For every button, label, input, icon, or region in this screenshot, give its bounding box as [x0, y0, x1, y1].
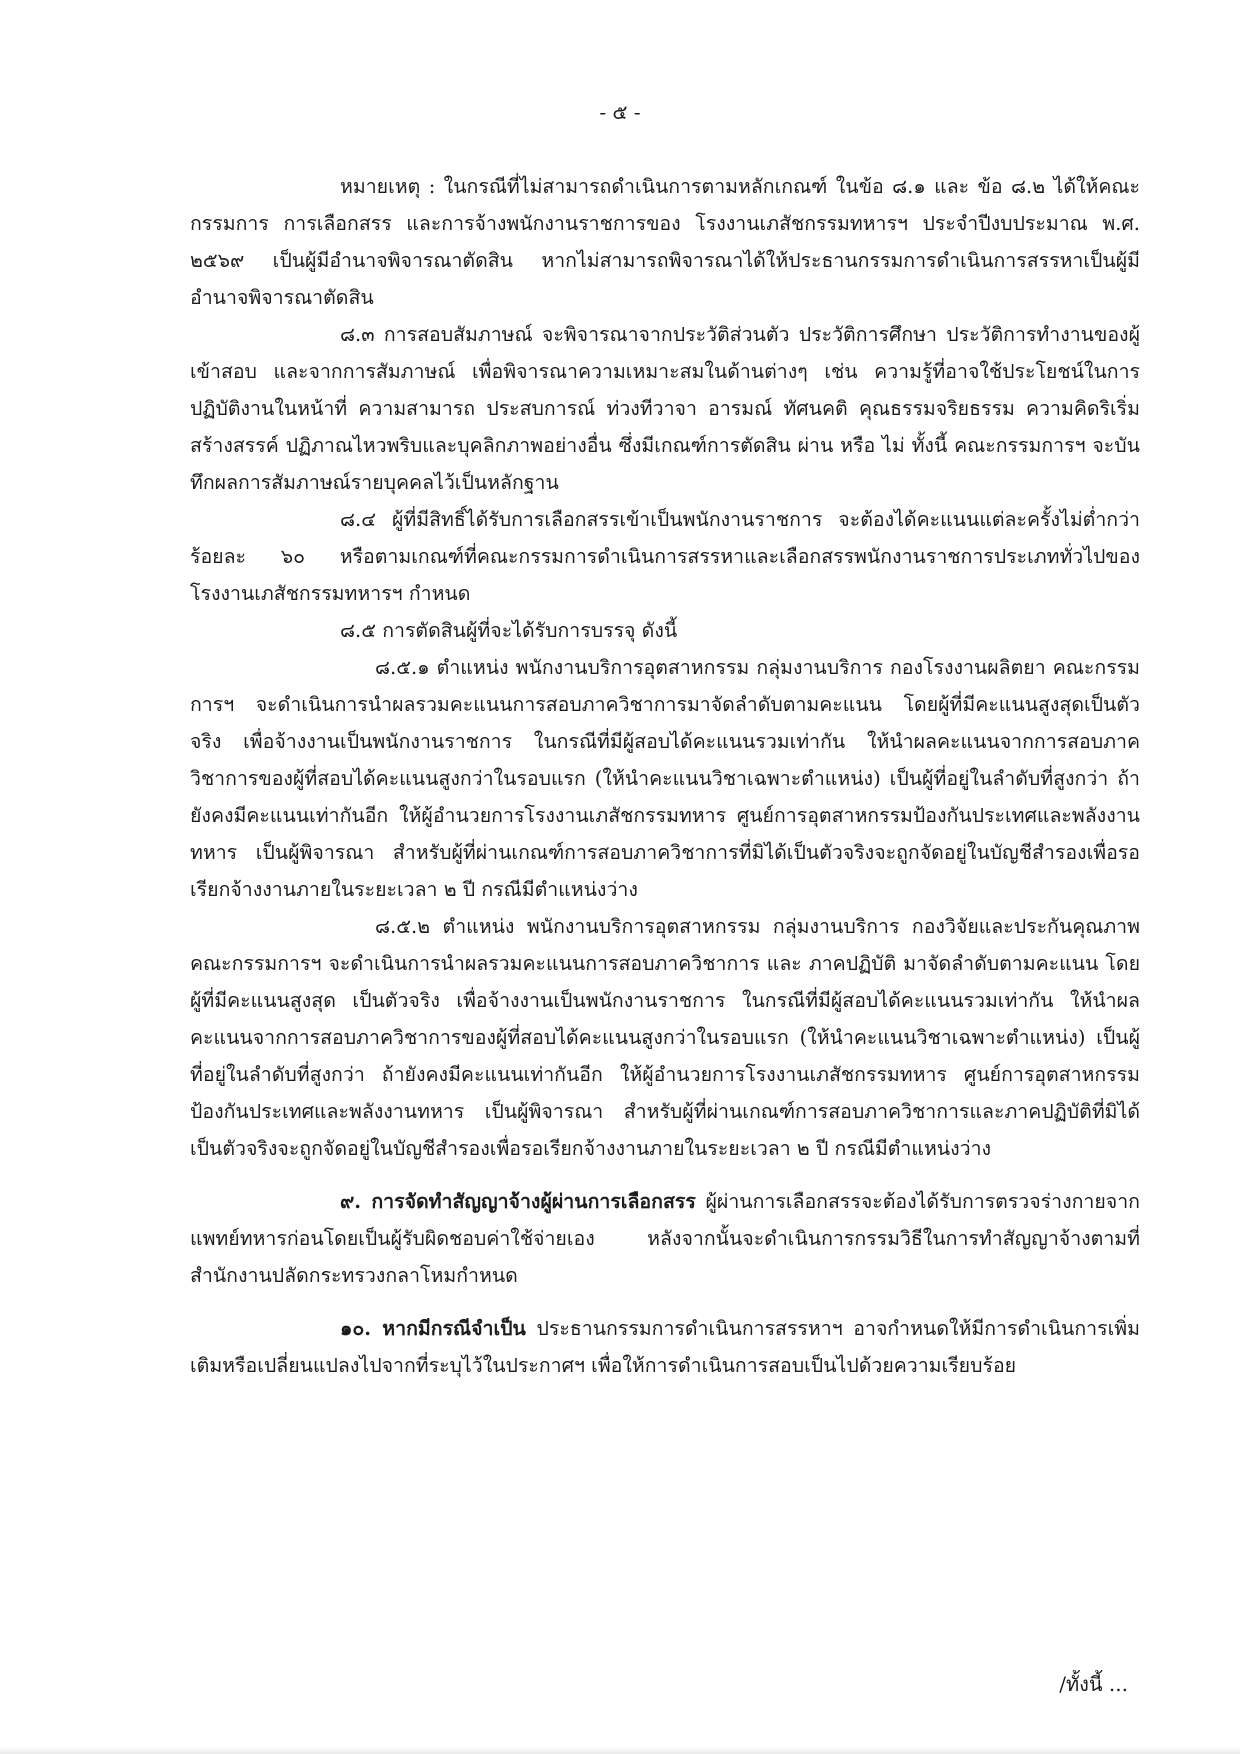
section-8-4-paragraph: ๘.๔ ผู้ที่มีสิทธิ์ได้รับการเลือกสรรเข้าเป็นพนักงานราชการ จะต้องได้คะแนนแต่ละครั้งไม่ต่ำกว่าร้อยละ ๖๐ หรือตามเกณฑ์ที่คณะกรรมการดำเนินการสรรหาและเลือกสรรพนักงานราชการประเภททั่วไปของโรงงานเภสัชกรรมทหารฯ กำหนด [190, 508, 1140, 605]
scan-bottom-edge [0, 1746, 1240, 1754]
section-8-3-paragraph: ๘.๓ การสอบสัมภาษณ์ จะพิจารณาจากประวัติส่วนตัว ประวัติการศึกษา ประวัติการทำงานของผู้เข้าสอบ และจากการสัมภาษณ์ เพื่อพิจารณาความเหมาะสมในด้านต่างๆ เช่น ความรู้ที่อาจใช้ประโยชน์ในการปฏิบัติงานในหน้าที่ ความสามารถ ประสบการณ์ ท่วงทีวาจา อารมณ์ ทัศนคติ คุณธรรมจริยธรรม ความคิดริเริ่มสร้างสรรค์ ปฏิภาณไหวพริบและบุคลิกภาพอย่างอื่น ซึ่งมีเกณฑ์การตัดสิน ผ่าน หรือ ไม่ ทั้งนี้ คณะกรรมการฯ จะบันทึกผลการสัมภาษณ์รายบุคคลไว้เป็นหลักฐาน [190, 323, 1140, 494]
section-8-5-1-paragraph: ๘.๕.๑ ตำแหน่ง พนักงานบริการอุตสาหกรรม กลุ่มงานบริการ กองโรงงานผลิตยา คณะกรรมการฯ จะดำเนินการนำผลรวมคะแนนการสอบภาควิชาการมาจัดลำดับตามคะแนน โดยผู้ที่มีคะแนนสูงสุดเป็นตัวจริง เพื่อจ้างงานเป็นพนักงานราชการ ในกรณีที่มีผู้สอบได้คะแนนรวมเท่ากัน ให้นำผลคะแนนจากการสอบภาควิชาการของผู้ที่สอบได้คะแนนสูงกว่าในรอบแรก (ให้นำคะแนนวิชาเฉพาะตำแหน่ง) เป็นผู้ที่อยู่ในลำดับที่สูงกว่า ถ้ายังคงมีคะแนนเท่ากันอีก ให้ผู้อำนวยการโรงงานเภสัชกรรมทหาร ศูนย์การอุตสาหกรรมป้องกันประเทศและพลังงานทหาร เป็นผู้พิจารณา สำหรับผู้ที่ผ่านเกณฑ์การสอบภาควิชาการที่มิได้เป็นตัวจริงจะถูกจัดอยู่ในบัญชีสำรองเพื่อรอเรียกจ้างงานภายในระยะเวลา ๒ ปี กรณีมีตำแหน่งว่าง [190, 656, 1140, 901]
section-9-paragraph [190, 1183, 1140, 1294]
section-8-5-paragraph: ๘.๕ การตัดสินผู้ที่จะได้รับการบรรจุ ดังนี้ [340, 619, 678, 642]
section-10-heading: ๑๐. หากมีกรณีจำเป็น [340, 1317, 526, 1340]
page-number: - ๕ - [599, 100, 641, 124]
note-paragraph: หมายเหตุ : ในกรณีที่ไม่สามารถดำเนินการตามหลักเกณฑ์ ในข้อ ๘.๑ และ ข้อ ๘.๒ ได้ให้คณะกรรมการ การเลือกสรร และการจ้างพนักงานราชการของ โรงงานเภสัชกรรมทหารฯ ประจำปีงบประมาณ พ.ศ. ๒๕๖๙ เป็นผู้มีอำนาจพิจารณาตัดสิน หากไม่สามารถพิจารณาได้ให้ประธานกรรมการดำเนินการสรรหาเป็นผู้มีอำนาจพิจารณาตัดสิน [190, 175, 1140, 309]
section-10-body: ประธานกรรมการดำเนินการสรรหาฯ อาจกำหนดให้มีการดำเนินการเพิ่มเติมหรือเปลี่ยนแปลงไปจากที่ระบุไว้ในประกาศฯ เพื่อให้การดำเนินการสอบเป็นไปด้วยความเรียบร้อย [190, 1317, 1140, 1377]
section-9-heading: ๙. การจัดทำสัญญาจ้างผู้ผ่านการเลือกสรร [340, 1190, 696, 1213]
section-9-body: ผู้ผ่านการเลือกสรรจะต้องได้รับการตรวจร่างกายจากแพทย์ทหารก่อนโดยเป็นผู้รับผิดชอบค่าใช้จ่ายเอง หลังจากนั้นจะดำเนินการกรรมวิธีในการทำสัญญาจ้างตามที่สำนักงานปลัดกระทรวงกลาโหมกำหนด [190, 1190, 1140, 1287]
section-8-5-2-paragraph: ๘.๕.๒ ตำแหน่ง พนักงานบริการอุตสาหกรรม กลุ่มงานบริการ กองวิจัยและประกันคุณภาพ คณะกรรมการฯ จะดำเนินการนำผลรวมคะแนนการสอบภาควิชาการ และ ภาคปฏิบัติ มาจัดลำดับตามคะแนน โดยผู้ที่มีคะแนนสูงสุด เป็นตัวจริง เพื่อจ้างงานเป็นพนักงานราชการ ในกรณีที่มีผู้สอบได้คะแนนรวมเท่ากัน ให้นำผลคะแนนจากการสอบภาควิชาการของผู้ที่สอบได้คะแนนสูงกว่าในรอบแรก (ให้นำคะแนนวิชาเฉพาะตำแหน่ง) เป็นผู้ที่อยู่ในลำดับที่สูงกว่า ถ้ายังคงมีคะแนนเท่ากันอีก ให้ผู้อำนวยการโรงงานเภสัชกรรมทหาร ศูนย์การอุตสาหกรรมป้องกันประเทศและพลังงานทหาร เป็นผู้พิจารณา สำหรับผู้ที่ผ่านเกณฑ์การสอบภาควิชาการและภาคปฏิบัติที่มิได้เป็นตัวจริงจะถูกจัดอยู่ในบัญชีสำรองเพื่อรอเรียกจ้างงานภายในระยะเวลา ๒ ปี กรณีมีตำแหน่งว่าง [190, 915, 1140, 1160]
document-body [190, 168, 1140, 1384]
section-10-paragraph [190, 1310, 1140, 1384]
continuation-marker: /ทั้งนี้ ... [1059, 1672, 1128, 1696]
